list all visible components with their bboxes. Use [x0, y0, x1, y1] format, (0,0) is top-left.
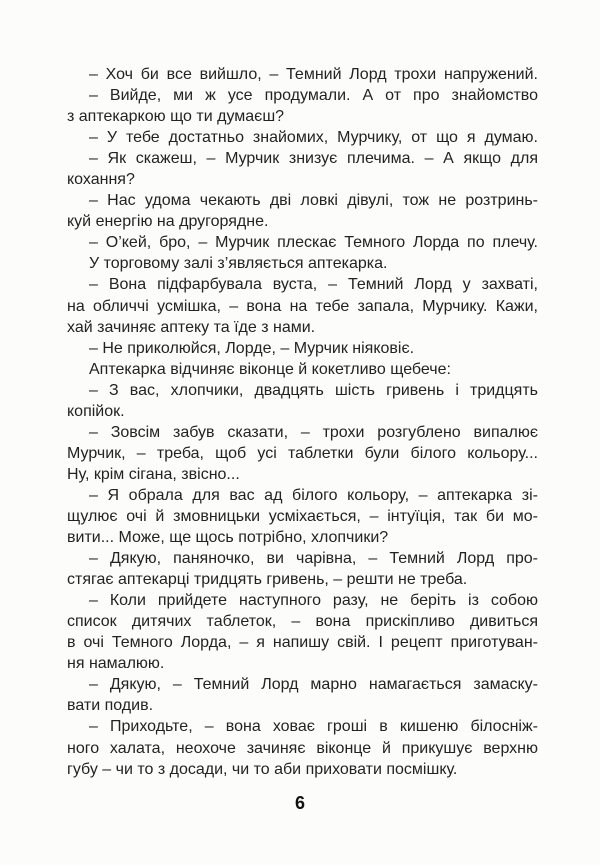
text-line: – Не приколюйся, Лорде, – Мурчик ніяковіє.	[89, 339, 415, 357]
text-line: – Вона підфарбувала вуста, – Темний Лорд у захваті,	[89, 276, 538, 294]
text-line: У торговому залі з’являється аптекарка.	[89, 255, 388, 273]
text-line: куй енергію на другорядне.	[67, 213, 269, 231]
text-line: вати подив.	[67, 697, 154, 715]
text-line: на обличчі усмішка, – вона на тебе запала, Мурчику. Кажи,	[67, 297, 538, 315]
text-line: – Дякую, паняночко, ви чарівна, – Темний Лорд про-	[89, 550, 538, 568]
text-line: – О’кей, бро, – Мурчик плескає Темного Лорда по плечу.	[89, 234, 538, 252]
text-line: з аптекаркою що ти думаєш?	[67, 108, 285, 126]
text-line: – Вийде, ми ж усе продумали. А от про знайомство	[89, 87, 538, 105]
text-line: вити... Може, ще щось потрібно, хлопчики?	[67, 529, 389, 547]
text-line: – Я обрала для вас ад білого кольору, – аптекарка зі-	[89, 486, 538, 504]
text-line: щулює очі й змовницьки усміхається, – інтуїція, так би мо-	[67, 507, 538, 525]
text-line: губу – чи то з досади, чи то аби приховати посмішку.	[67, 760, 458, 778]
text-line: ня намалюю.	[67, 655, 165, 673]
text-line: список дитячих таблеток, – вона прискіпливо дивиться	[67, 613, 538, 631]
text-line: ного халата, неохоче зачиняє віконце й прикушує верхню	[67, 739, 538, 757]
page-number: 6	[294, 793, 305, 813]
text-line: кохання?	[67, 171, 135, 189]
text-line: – У тебе достатньо знайомих, Мурчику, от що я думаю.	[89, 129, 538, 147]
text-line: – Нас удома чекають дві ловкі дівулі, тож не розтринь-	[89, 192, 538, 210]
text-line: – Приходьте, – вона ховає гроші в кишеню білосніж-	[89, 718, 538, 736]
text-line: копійок.	[67, 402, 125, 420]
text-line: Ну, крім сігана, звісно...	[67, 465, 240, 483]
text-line: в очі Темного Лорда, – я напишу свій. І рецепт приготуван-	[67, 634, 538, 652]
text-line: – Зовсім забув сказати, – трохи розгублено випалює	[89, 423, 538, 441]
page-body-text	[67, 64, 538, 780]
text-line: – Коли прийдете наступного разу, не беріть із собою	[89, 592, 538, 610]
text-line: Аптекарка відчиняє віконце й кокетливо щебече:	[89, 360, 451, 378]
text-line: стягає аптекарці тридцять гривень, – решти не треба.	[67, 571, 468, 589]
text-line: хай зачиняє аптеку та їде з нами.	[67, 318, 316, 336]
text-line: – З вас, хлопчики, двадцять шість гривень і тридцять	[89, 381, 538, 399]
text-line: – Як скажеш, – Мурчик знизує плечима. – А якщо для	[89, 150, 538, 168]
text-line: – Дякую, – Темний Лорд марно намагається замаску-	[89, 676, 538, 694]
text-line: – Хоч би все вийшло, – Темний Лорд трохи напружений.	[89, 66, 538, 83]
text-line: Мурчик, – треба, щоб усі таблетки були білого кольору...	[67, 444, 538, 462]
